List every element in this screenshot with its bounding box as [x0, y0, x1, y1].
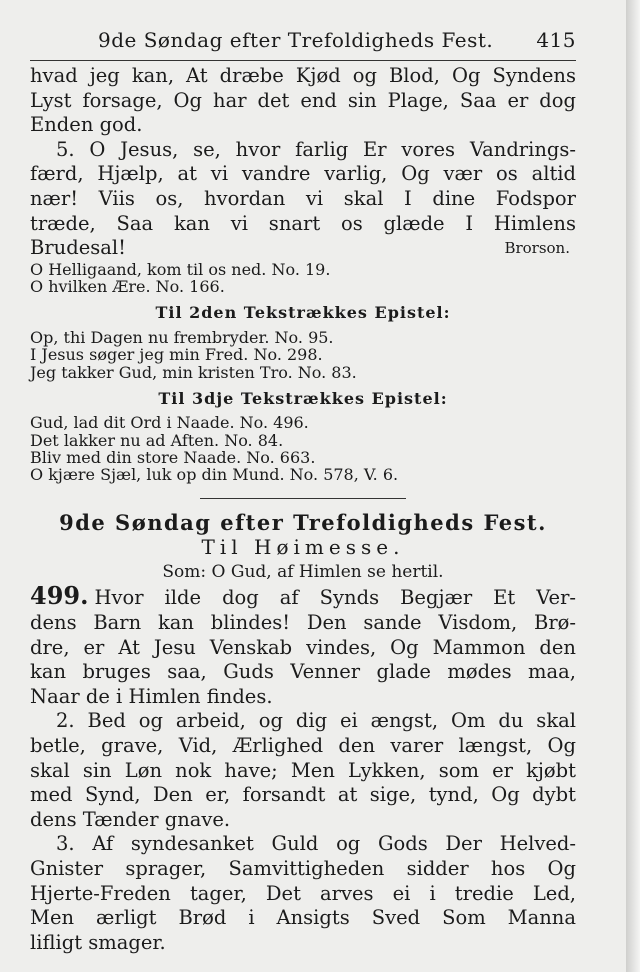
hymn-line: betle, grave, Vid, Ærlighed den varer længst, Og — [30, 733, 576, 757]
hymn-reference: I Jesus søger jeg min Fred. No. 298. — [30, 345, 323, 365]
author-signature: Brorson. — [504, 239, 570, 258]
hymn-line: dens Tænder gnave. — [30, 807, 231, 831]
reference-list — [30, 261, 576, 296]
section-subtitle: Til Høimesse. — [201, 535, 405, 560]
hymn-reference: O kjære Sjæl, luk op din Mund. No. 578, V. 6. — [30, 465, 399, 485]
header-rule — [30, 60, 576, 61]
running-title: 9de Søndag efter Trefoldigheds Fest. — [98, 28, 494, 52]
subheading: Til 3dje Tekstrækkes Epistel: — [158, 388, 448, 408]
verse-end-row — [30, 236, 576, 261]
hymn-reference: O Helligaand, kom til os ned. No. 19. — [30, 259, 331, 279]
hymn-line: 2. Bed og arbeid, og dig ei ængst, Om du skal — [56, 709, 576, 733]
page-edge — [626, 0, 640, 972]
hymn-text: Hvor ilde dog af Synds Begjær Et Ver- — [94, 586, 576, 610]
text-line: Lyst forsage, Og har det end sin Plage, Saa er dog — [30, 88, 576, 112]
running-header — [30, 28, 576, 58]
subheading: Til 2den Tekstrækkes Epistel: — [155, 303, 451, 323]
hymn-reference: O hvilken Ære. No. 166. — [30, 277, 225, 297]
melody-line: Som: O Gud, af Himlen se hertil. — [162, 561, 444, 582]
hymn-reference: Op, thi Dagen nu frembryder. No. 95. — [30, 327, 334, 347]
reference-list — [30, 329, 576, 381]
hymn-reference: Jeg takker Gud, min kristen Tro. No. 83. — [30, 362, 357, 382]
hymn-reference: Bliv med din store Naade. No. 663. — [30, 448, 316, 468]
section-divider — [200, 498, 406, 499]
reference-list — [30, 414, 576, 483]
page-number: 415 — [536, 28, 576, 52]
hymn-line: Hjerte-Freden tager, Det arves ei i tredie Led, — [30, 881, 576, 905]
verse-5-line: færd, Hjælp, at vi vandre varlig, Og vær os altid — [30, 162, 576, 186]
verse-5-line: Brudesal! — [30, 236, 126, 260]
verse-5-line: nær! Viis os, hvordan vi skal I dine Fodspor — [30, 186, 576, 210]
hymn-line: Gnister sprager, Samvittigheden sidder hos Og — [30, 856, 576, 880]
hymn-line: med Synd, Den er, forsandt at sige, tynd, Og dybt — [30, 783, 576, 807]
hymn-line: dens Barn kan blindes! Den sande Visdom, Brø- — [30, 610, 576, 634]
hymn-line: dre, er At Jesu Venskab vindes, Og Mammon den — [30, 635, 576, 659]
section-title: 9de Søndag efter Trefoldigheds Fest. — [59, 509, 547, 535]
hymn-line: Men ærligt Brød i Ansigts Sved Som Manna — [30, 906, 576, 930]
hymn-line: Naar de i Himlen findes. — [30, 684, 273, 708]
text-line: Enden god. — [30, 113, 143, 137]
hymn-number: 499. — [30, 581, 89, 611]
hymn-line: skal sin Løn nok have; Men Lykken, som er kjøbt — [30, 758, 576, 782]
hymn-line: kan bruges saa, Guds Venner glade mødes maa, — [30, 660, 576, 684]
verse-5-line: 5. O Jesus, se, hvor farlig Er vores Vandrings- — [56, 137, 576, 161]
hymn-reference: Gud, lad dit Ord i Naade. No. 496. — [30, 413, 309, 433]
hymn-line: lifligt smager. — [30, 930, 166, 954]
page-content — [30, 64, 576, 955]
hymn-line — [30, 581, 576, 611]
hymn-line: 3. Af syndesanket Guld og Gods Der Helved- — [56, 832, 576, 856]
hymn-reference: Det lakker nu ad Aften. No. 84. — [30, 430, 284, 450]
verse-5-line: træde, Saa kan vi snart os glæde I Himlens — [30, 211, 576, 235]
text-line: hvad jeg kan, At dræbe Kjød og Blod, Og Syndens — [30, 64, 576, 87]
